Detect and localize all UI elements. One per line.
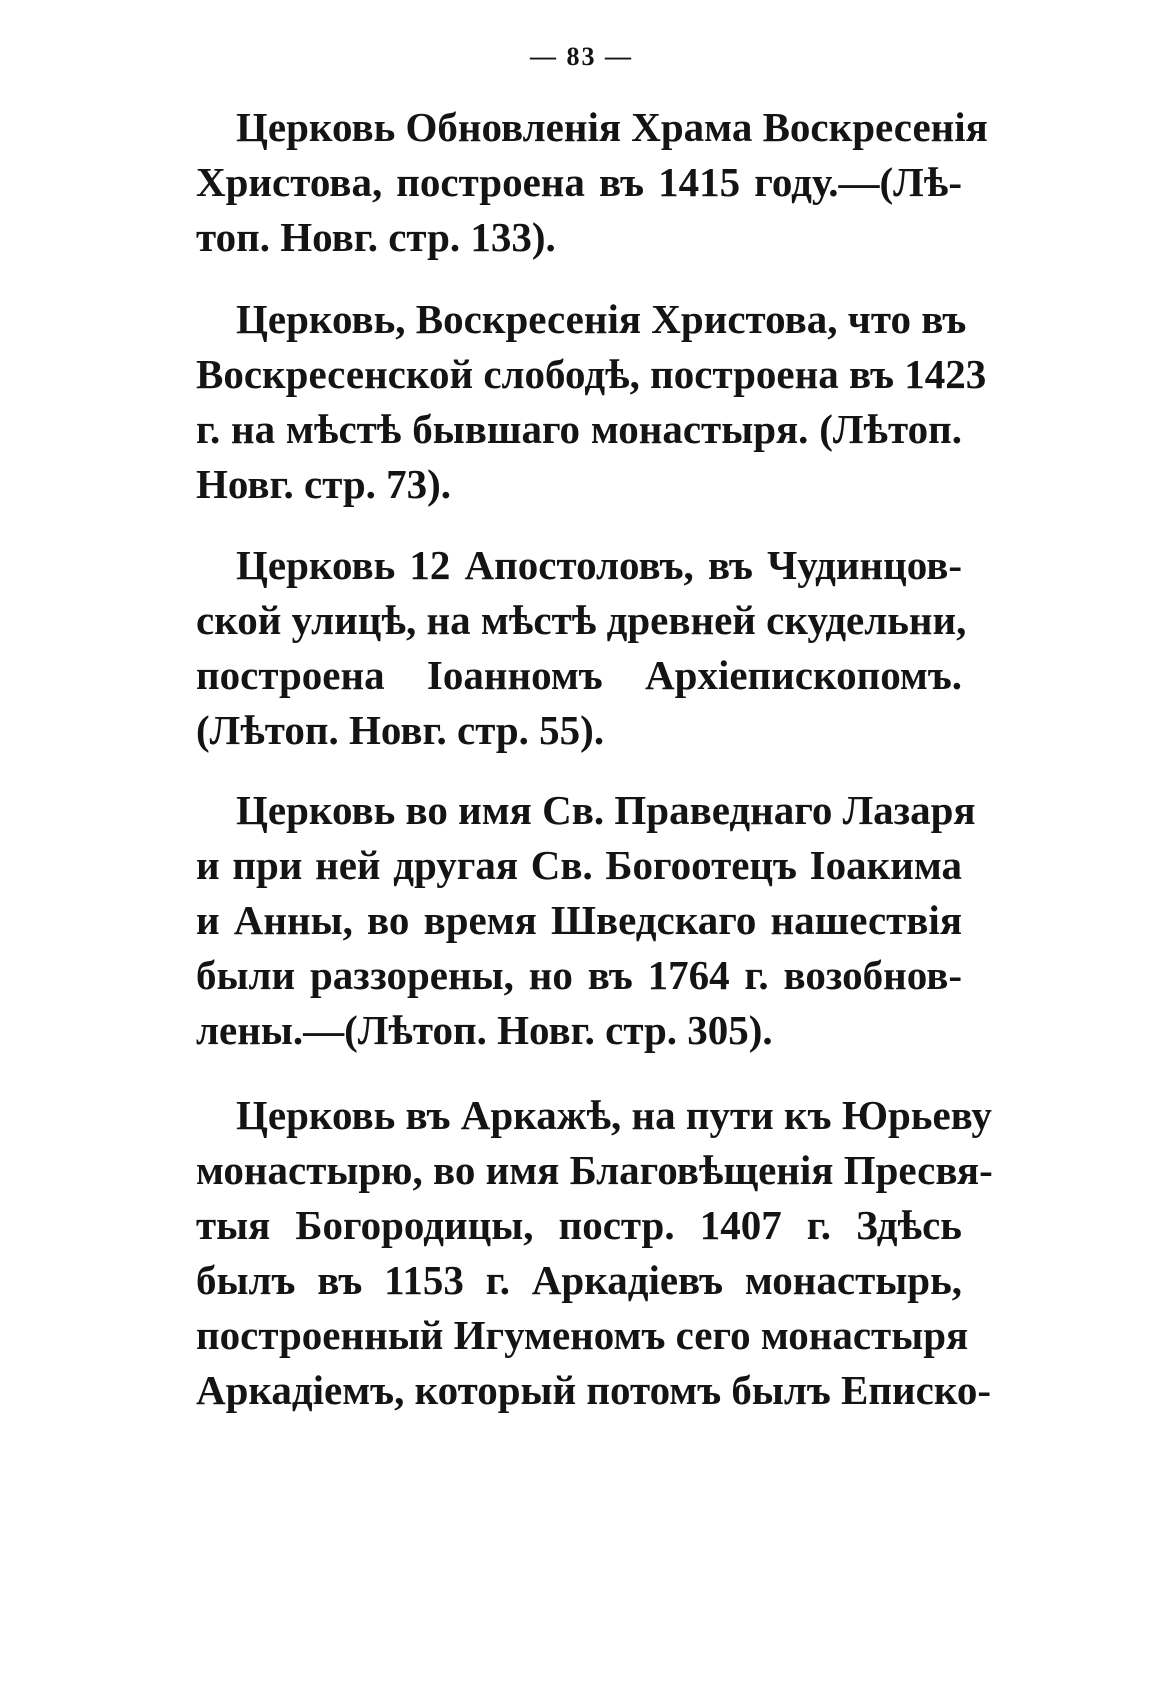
- paragraph-5-line-6: Аркадіемъ, который потомъ былъ Еписко-: [196, 1367, 992, 1413]
- paragraph-5-line-1: Церковь въ Аркажѣ, на пути къ Юрьеву: [236, 1092, 992, 1138]
- paragraph-3-line-2: ской улицѣ, на мѣстѣ древней скудельни,: [196, 597, 967, 643]
- paragraph-3-line-1: Церковь 12 Апостоловъ, въ Чудинцов-: [236, 542, 962, 588]
- paragraph-3-line-3: построена Іоанномъ Архіепископомъ.: [196, 652, 962, 698]
- paragraph-5-line-3: тыя Богородицы, постр. 1407 г. Здѣсь: [196, 1202, 962, 1248]
- paragraph-4-line-3: и Анны, во время Шведскаго нашествія: [196, 897, 962, 943]
- paragraph-4-line-2: и при ней другая Св. Богоотецъ Іоакима: [196, 842, 962, 888]
- paragraph-2-line-2: Воскресенской слободѣ, построена въ 1423: [196, 351, 987, 397]
- paragraph-3-line-4: (Лѣтоп. Новг. стр. 55).: [196, 707, 605, 753]
- paragraph-2-line-3: г. на мѣстѣ бывшаго монастыря. (Лѣтоп.: [196, 406, 962, 452]
- paragraph-5-line-4: былъ въ 1153 г. Аркадіевъ монастырь,: [196, 1257, 962, 1303]
- paragraph-4-line-4: были раззорены, но въ 1764 г. возобнов-: [196, 952, 962, 998]
- paragraph-4-line-5: лены.—(Лѣтоп. Новг. стр. 305).: [196, 1007, 773, 1053]
- paragraph-4-line-1: Церковь во имя Св. Праведнаго Лазаря: [236, 787, 976, 833]
- paragraph-1-line-1: Церковь Обновленія Храма Воскресенія: [236, 104, 988, 150]
- paragraph-5-line-5: построенный Игуменомъ сего монастыря: [196, 1312, 969, 1358]
- paragraph-5-line-2: монастырю, во имя Благовѣщенія Пресвя-: [196, 1147, 993, 1193]
- paragraph-1-line-2: Христова, построена въ 1415 году.—(Лѣ-: [196, 159, 962, 205]
- paragraph-2-line-1: Церковь, Воскресенія Христова, что въ: [236, 296, 967, 342]
- paragraph-1-line-3: топ. Новг. стр. 133).: [196, 214, 556, 260]
- page-number: — 83 —: [530, 42, 633, 71]
- paragraph-2-line-4: Новг. стр. 73).: [196, 461, 452, 507]
